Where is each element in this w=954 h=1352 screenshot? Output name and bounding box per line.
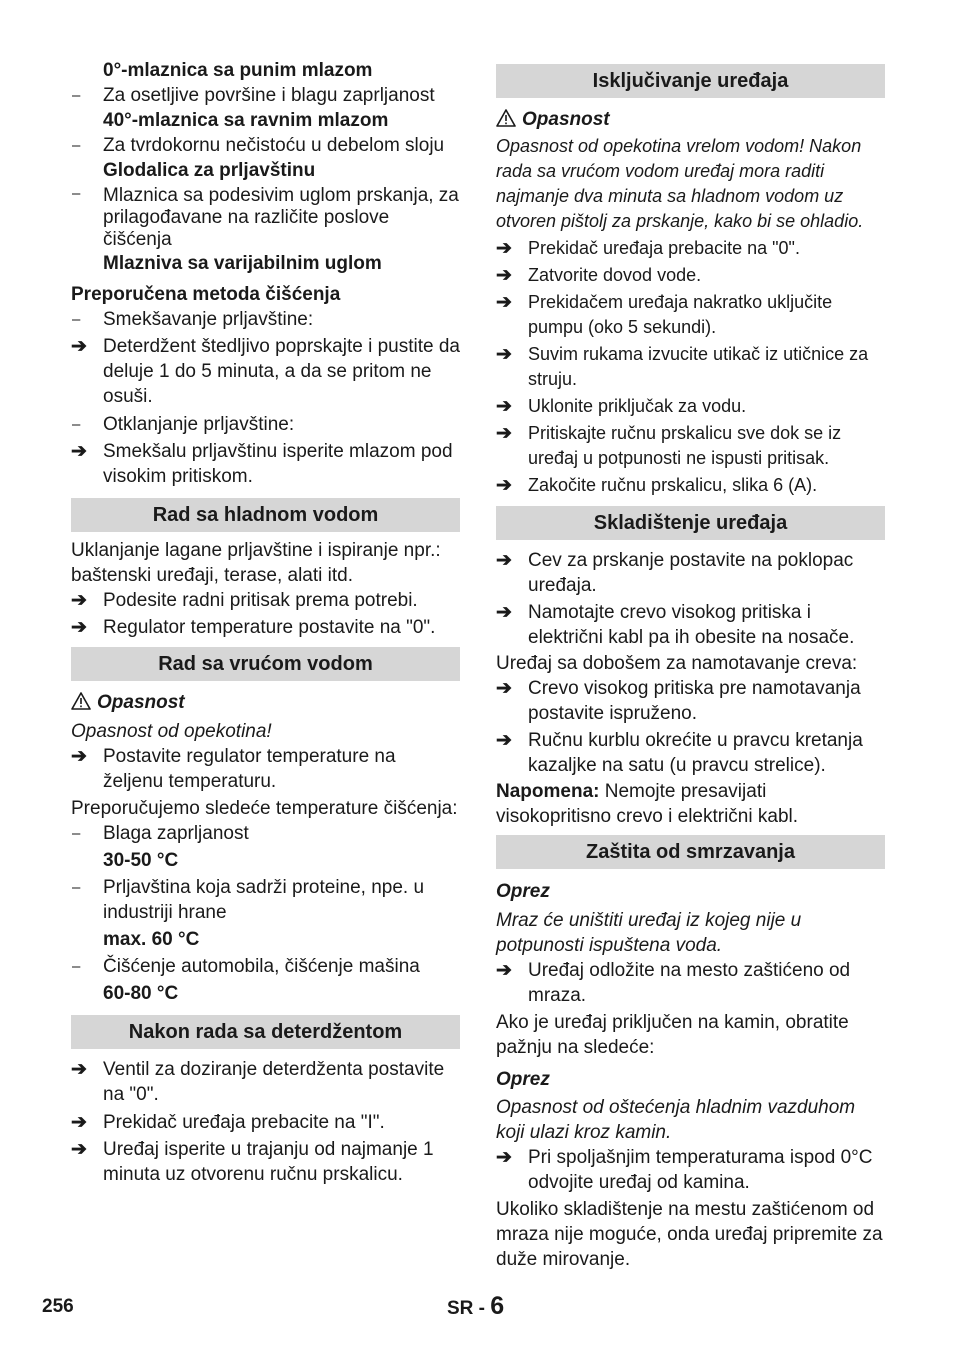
arrow-icon: ➔ [496, 602, 512, 623]
arrow-icon: ➔ [71, 590, 87, 611]
step-text: Smekšalu prljavštinu isperite mlazom pod visokim pritiskom. [103, 441, 453, 487]
step-item [71, 1137, 460, 1187]
step-item [496, 421, 885, 471]
step-text: Uređaj odložite na mesto zaštićeno od mraza. [528, 960, 851, 1006]
section-header-storage: Skladištenje uređaja [496, 506, 885, 540]
step-text: Prekidač uređaja prebacite na "0". [528, 238, 800, 258]
step-item [496, 676, 885, 726]
dash-marker: – [72, 825, 81, 842]
arrow-icon: ➔ [71, 746, 87, 767]
warning-text: Opasnost od opekotina! [71, 721, 272, 742]
dirt-blaster-title: Glodalica za prljavštinu [103, 160, 316, 181]
step-text: Cev za prskanje postavite na poklopac uređaja. [528, 550, 854, 596]
arrow-icon: ➔ [71, 1139, 87, 1160]
page-number: 256 [42, 1296, 74, 1317]
step-item [71, 439, 460, 489]
cold-intro: Uklanjanje lagane prljavštine i ispiranje npr.: baštenski uređaji, terase, alati itd. [71, 540, 441, 586]
step-item [496, 1145, 885, 1195]
arrow-icon: ➔ [496, 265, 512, 286]
frost-final: Ukoliko skladištenje na mestu zaštićenom od mraza nije moguće, onda uređaj pripremite za duže mirovanje. [496, 1199, 883, 1270]
step-item [496, 728, 885, 778]
method-title: Preporučena metoda čišćenja [71, 284, 341, 305]
arrow-icon: ➔ [496, 1147, 512, 1168]
step-item [496, 548, 885, 598]
step-text: Zatvorite dovod vode. [528, 265, 702, 285]
caution-label: Oprez [496, 881, 550, 902]
list-item [71, 183, 460, 251]
note-text: Nemojte presavijati visokopritisno crevo i električni kabl. [496, 781, 799, 827]
list-item [71, 875, 460, 925]
list-item [71, 133, 460, 158]
step-text: Regulator temperature postavite na "0". [103, 617, 436, 638]
arrow-icon: ➔ [496, 550, 512, 571]
step-item [496, 600, 885, 650]
list-item-text: Čišćenje automobila, čišćenje mašina [103, 956, 420, 977]
section-header-frost-protection: Zaštita od smrzavanja [496, 835, 885, 869]
warning-label: Opasnost [522, 109, 610, 130]
step-text: Crevo visokog pritiska pre namotavanja postavite ispruženo. [528, 678, 861, 724]
step-item [71, 588, 460, 613]
list-item-text: Smekšavanje prljavštine: [103, 309, 314, 330]
arrow-icon: ➔ [496, 423, 512, 444]
warning-text: Opasnost od opekotina vrelom vodom! Nakon rada sa vrućom vodom uređaj mora raditi najmanje dva minuta sa hladnom vodom uz otvoren pištolj za prskanje, kako bi se ohladio. [496, 136, 864, 231]
section-header-after-detergent: Nakon rada sa deterdžentom [71, 1015, 460, 1049]
section-header-switch-off: Isključivanje uređaja [496, 64, 885, 98]
arrow-icon: ➔ [496, 730, 512, 751]
dash-marker: – [72, 958, 81, 975]
step-item [71, 615, 460, 640]
step-text: Podesite radni pritisak prema potrebi. [103, 590, 418, 611]
list-item-text: Za tvrdokornu nečistoću u debelom sloju [103, 135, 445, 156]
section-header-cold-water: Rad sa hladnom vodom [71, 498, 460, 532]
step-text: Ventil za doziranje deterdženta postavite na "0". [103, 1059, 445, 1105]
list-item-text: Blaga zaprljanost [103, 823, 249, 844]
left-column [71, 58, 460, 1187]
variable-nozzle-title: Mlazniva sa varijabilnim uglom [103, 253, 382, 274]
arrow-icon: ➔ [71, 1059, 87, 1080]
caution-text: Mraz će uništiti uređaj iz kojeg nije u potpunosti ispuštena voda. [496, 910, 802, 956]
language-code: SR - [447, 1298, 485, 1319]
dash-marker: – [72, 311, 81, 328]
note-paragraph [496, 779, 885, 829]
list-item-text: Mlaznica sa podesivim uglom prskanja, za prilagođavane na različite poslove čišćenja [103, 185, 459, 250]
arrow-icon: ➔ [496, 344, 512, 365]
arrow-icon: ➔ [496, 292, 512, 313]
section-header-hot-water: Rad sa vrućom vodom [71, 647, 460, 681]
step-text: Ručnu kurblu okrećite u pravcu kretanja kazaljke na satu (u pravcu strelice). [528, 730, 863, 776]
warning-heading [496, 107, 885, 132]
arrow-icon: ➔ [496, 678, 512, 699]
list-item [71, 954, 460, 979]
list-item [71, 83, 460, 108]
step-text: Suvim rukama izvucite utikač iz utičnice za struju. [528, 344, 869, 389]
list-item [71, 821, 460, 846]
step-text: Namotajte crevo visokog pritiska i električni kabl pa ih obesite na nosače. [528, 602, 855, 648]
step-item [496, 236, 885, 261]
warning-triangle-icon [71, 690, 97, 715]
step-text: Postavite regulator temperature na željenu temperaturu. [103, 746, 396, 792]
step-text: Deterdžent štedljivo poprskajte i pustite da deluje 1 do 5 minuta, a da se pritom ne osuši. [103, 336, 460, 407]
list-item [71, 412, 460, 437]
reel-intro: Uređaj sa dobošem za namotavanje creva: [496, 653, 858, 674]
warning-heading [71, 690, 460, 715]
arrow-icon: ➔ [71, 441, 87, 462]
nozzle-0-title: 0°-mlaznica sa punim mlazom [103, 60, 373, 81]
dash-marker: – [72, 185, 81, 202]
list-item-text: Za osetljive površine i blagu zaprljanost [103, 85, 435, 106]
section-page-number: 6 [490, 1292, 505, 1320]
chimney-intro: Ako je uređaj priključen na kamin, obratite pažnju na sledeće: [496, 1012, 849, 1058]
right-column [496, 64, 885, 1272]
section-page-label [447, 1292, 504, 1321]
arrow-icon: ➔ [71, 617, 87, 638]
step-item [71, 1057, 460, 1107]
step-item [496, 263, 885, 288]
step-item [71, 334, 460, 409]
note-label: Napomena: [496, 781, 600, 802]
step-item [496, 473, 885, 498]
step-text: Prekidačem uređaja nakratko uključite pumpu (oko 5 sekundi). [528, 292, 833, 337]
dash-marker: – [72, 879, 81, 896]
dash-marker: – [72, 416, 81, 433]
hot-recommend: Preporučujemo sledeće temperature čišćenja: [71, 798, 458, 819]
caution-label: Oprez [496, 1069, 550, 1090]
warning-label: Opasnost [97, 692, 185, 713]
caution-text: Opasnost od oštećenja hladnim vazduhom koji ulazi kroz kamin. [496, 1097, 856, 1143]
step-item [71, 1110, 460, 1135]
arrow-icon: ➔ [71, 336, 87, 357]
arrow-icon: ➔ [496, 396, 512, 417]
dash-marker: – [72, 137, 81, 154]
step-item [496, 394, 885, 419]
list-item-text: Prljavština koja sadrži proteine, npe. u industriji hrane [103, 877, 425, 923]
step-text: Uređaj isperite u trajanju od najmanje 1 minuta uz otvorenu ručnu prskalicu. [103, 1139, 434, 1185]
step-item [71, 744, 460, 794]
temperature-value: max. 60 °C [103, 929, 200, 950]
list-item-text: Otklanjanje prljavštine: [103, 414, 295, 435]
step-item [496, 958, 885, 1008]
arrow-icon: ➔ [71, 1112, 87, 1133]
step-text: Pritiskajte ručnu prskalicu sve dok se iz uređaj u potpunosti ne ispusti pritisak. [528, 423, 842, 468]
temperature-value: 30-50 °C [103, 850, 179, 871]
list-item [71, 307, 460, 332]
warning-triangle-icon [496, 107, 522, 132]
nozzle-40-title: 40°-mlaznica sa ravnim mlazom [103, 110, 389, 131]
step-text: Uklonite priključak za vodu. [528, 396, 747, 416]
arrow-icon: ➔ [496, 475, 512, 496]
step-text: Pri spoljašnjim temperaturama ispod 0°C odvojite uređaj od kamina. [528, 1147, 873, 1193]
temperature-value: 60-80 °C [103, 983, 179, 1004]
step-item [496, 342, 885, 392]
arrow-icon: ➔ [496, 960, 512, 981]
step-text: Zakočite ručnu prskalicu, slika 6 (A). [528, 475, 818, 495]
arrow-icon: ➔ [496, 238, 512, 259]
dash-marker: – [72, 87, 81, 104]
step-text: Prekidač uređaja prebacite na "I". [103, 1112, 385, 1133]
step-item [496, 290, 885, 340]
